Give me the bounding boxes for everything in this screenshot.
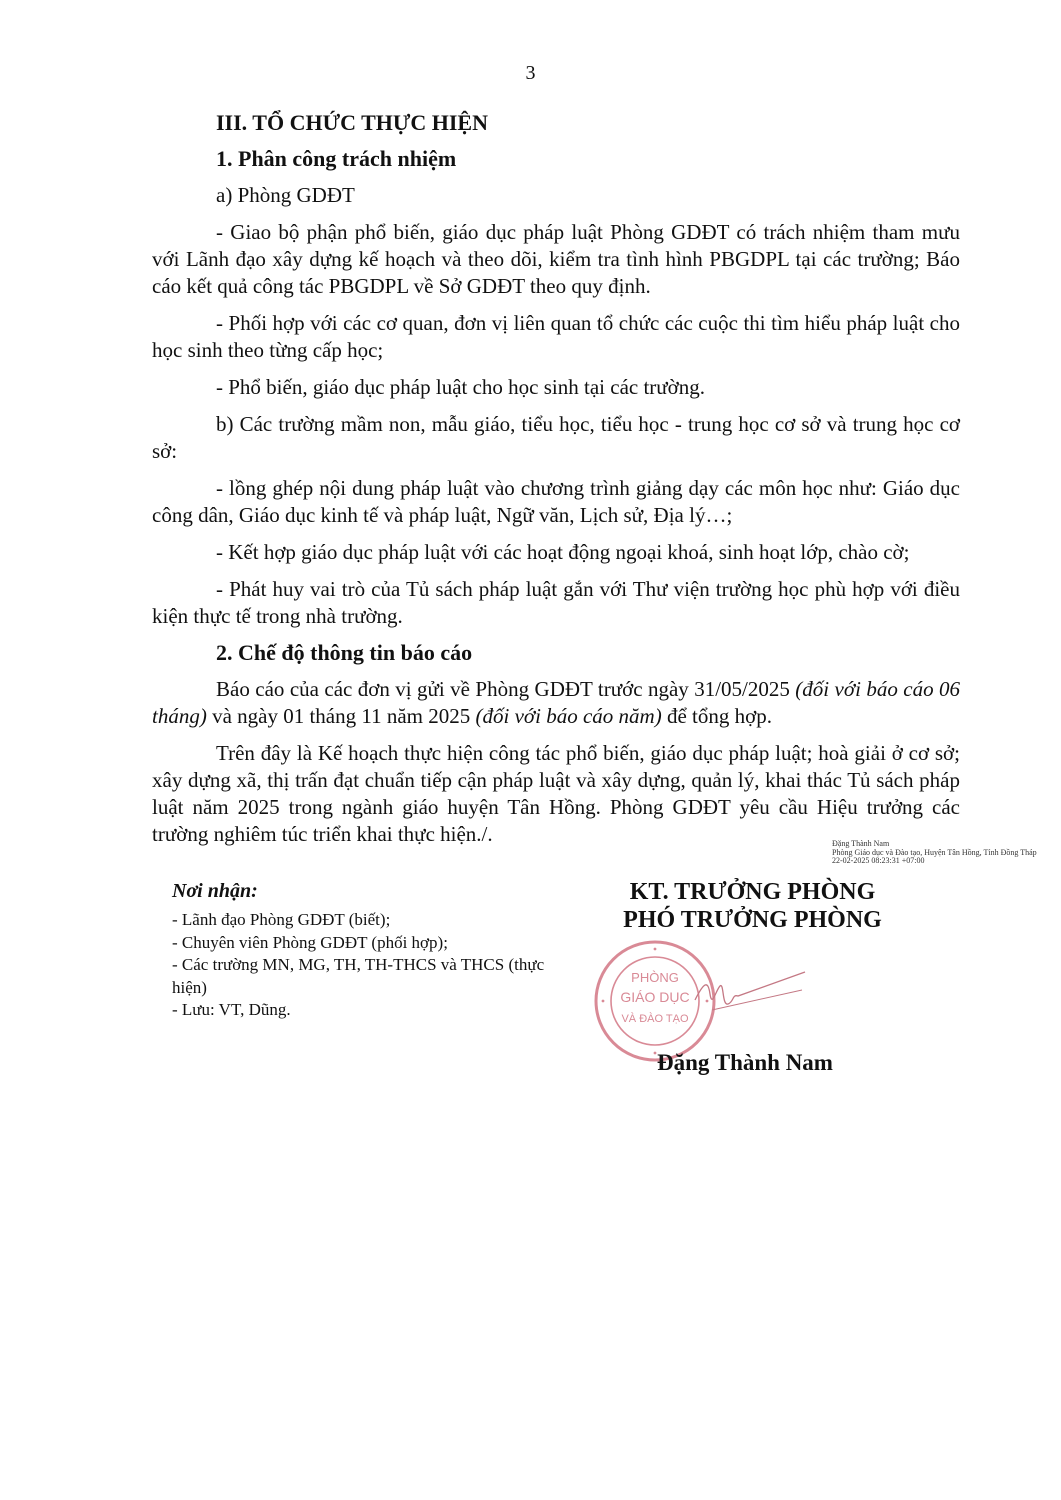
seal-text-line1: PHÒNG xyxy=(631,970,679,985)
paragraph-1: - Giao bộ phận phổ biến, giáo dục pháp luật Phòng GDĐT có trách nhiệm tham mưu với Lãnh đạo xây dựng kế hoạch và theo dõi, kiểm tra tình hình PBGDPL tại các trường; Báo cáo kết quả công tác PBGDPL về Sở GDĐT theo quy định. xyxy=(152,220,960,298)
paragraph-8-part-c: và ngày 01 tháng 11 năm 2025 xyxy=(206,704,476,728)
paragraph-7: - Phát huy vai trò của Tủ sách pháp luật gắn với Thư viện trường học phù hợp với điều kiện thực tế trong nhà trường. xyxy=(152,577,960,628)
paragraph-2: - Phối hợp với các cơ quan, đơn vị liên quan tổ chức các cuộc thi tìm hiểu pháp luật cho học sinh theo từng cấp học; xyxy=(152,311,960,362)
recipients-block xyxy=(172,880,572,1022)
paragraph-3: - Phổ biến, giáo dục pháp luật cho học sinh tại các trường. xyxy=(216,375,706,399)
digital-signature-org: Phòng Giáo dục và Đào tạo, Huyện Tân Hồng, Tỉnh Đồng Tháp xyxy=(832,847,1037,857)
document-body xyxy=(152,110,960,848)
signer-title-1: KT. TRƯỞNG PHÒNG xyxy=(629,879,876,905)
paragraph-8-part-b: (đối với báo cáo 06 tháng) xyxy=(152,677,960,728)
paragraph-8-part-e: để tổng hợp. xyxy=(661,704,772,728)
paragraph-8 xyxy=(152,676,960,730)
paragraph-8-part-a: Báo cáo của các đơn vị gửi về Phòng GDĐT trước ngày 31/05/2025 xyxy=(216,677,796,701)
recipients-title: Nơi nhận: xyxy=(172,880,258,902)
paragraph-6: - Kết hợp giáo dục pháp luật với các hoạt động ngoại khoá, sinh hoạt lớp, chào cờ; xyxy=(216,540,910,564)
handwritten-signature xyxy=(690,960,810,1030)
digital-signature-time: 22-02-2025 08:23:31 +07:00 xyxy=(832,856,925,866)
section-title: III. TỔ CHỨC THỰC HIỆN xyxy=(216,110,488,135)
recipient-item: - Chuyên viên Phòng GDĐT (phối hợp); xyxy=(172,932,448,952)
seal-text-line3: VÀ ĐÀO TẠO xyxy=(621,1013,689,1025)
paragraph-8-part-d: (đối với báo cáo năm) xyxy=(475,704,662,728)
digital-signature-name: Đặng Thành Nam xyxy=(832,839,890,848)
seal-text-line2: GIÁO DỤC xyxy=(620,989,690,1005)
paragraph-4: b) Các trường mầm non, mẫu giáo, tiểu học, tiểu học - trung học cơ sở và trung học cơ sở: xyxy=(152,412,960,463)
subsection-title-1: 1. Phân công trách nhiệm xyxy=(216,146,457,171)
recipient-item: - Lãnh đạo Phòng GDĐT (biết); xyxy=(172,910,391,929)
subsection-title-2: 2. Chế độ thông tin báo cáo xyxy=(216,640,473,665)
paragraph-5: - lồng ghép nội dung pháp luật vào chương trình giảng dạy các môn học như: Giáo dục công dân, Giáo dục kinh tế và pháp luật, Ngữ văn, Lịch sử, Địa lý…; xyxy=(152,476,960,527)
signer-block xyxy=(580,878,925,934)
signer-name: Đặng Thành Nam xyxy=(657,1050,833,1075)
paragraph-9: Trên đây là Kế hoạch thực hiện công tác phổ biến, giáo dục pháp luật; hoà giải ở cơ sở; xây dựng xã, thị trấn đạt chuẩn tiếp cận pháp luật và xây dựng, quản lý, khai thác Tủ sách pháp luật năm 2025 trong ngành giáo huyện Tân Hồng. Phòng GDĐT yêu cầu Hiệu trưởng các trường nghiêm túc triển khai thực hiện./. xyxy=(152,741,960,846)
digital-signature-note xyxy=(832,840,1047,866)
recipient-item: - Lưu: VT, Dũng. xyxy=(172,1000,291,1019)
signer-title-2: PHÓ TRƯỞNG PHÒNG xyxy=(623,907,882,933)
recipient-item: - Các trường MN, MG, TH, TH-THCS và THCS (thực hiện) xyxy=(172,955,545,997)
page-number: 3 xyxy=(525,62,536,84)
subsection-1a: a) Phòng GDĐT xyxy=(216,183,355,207)
